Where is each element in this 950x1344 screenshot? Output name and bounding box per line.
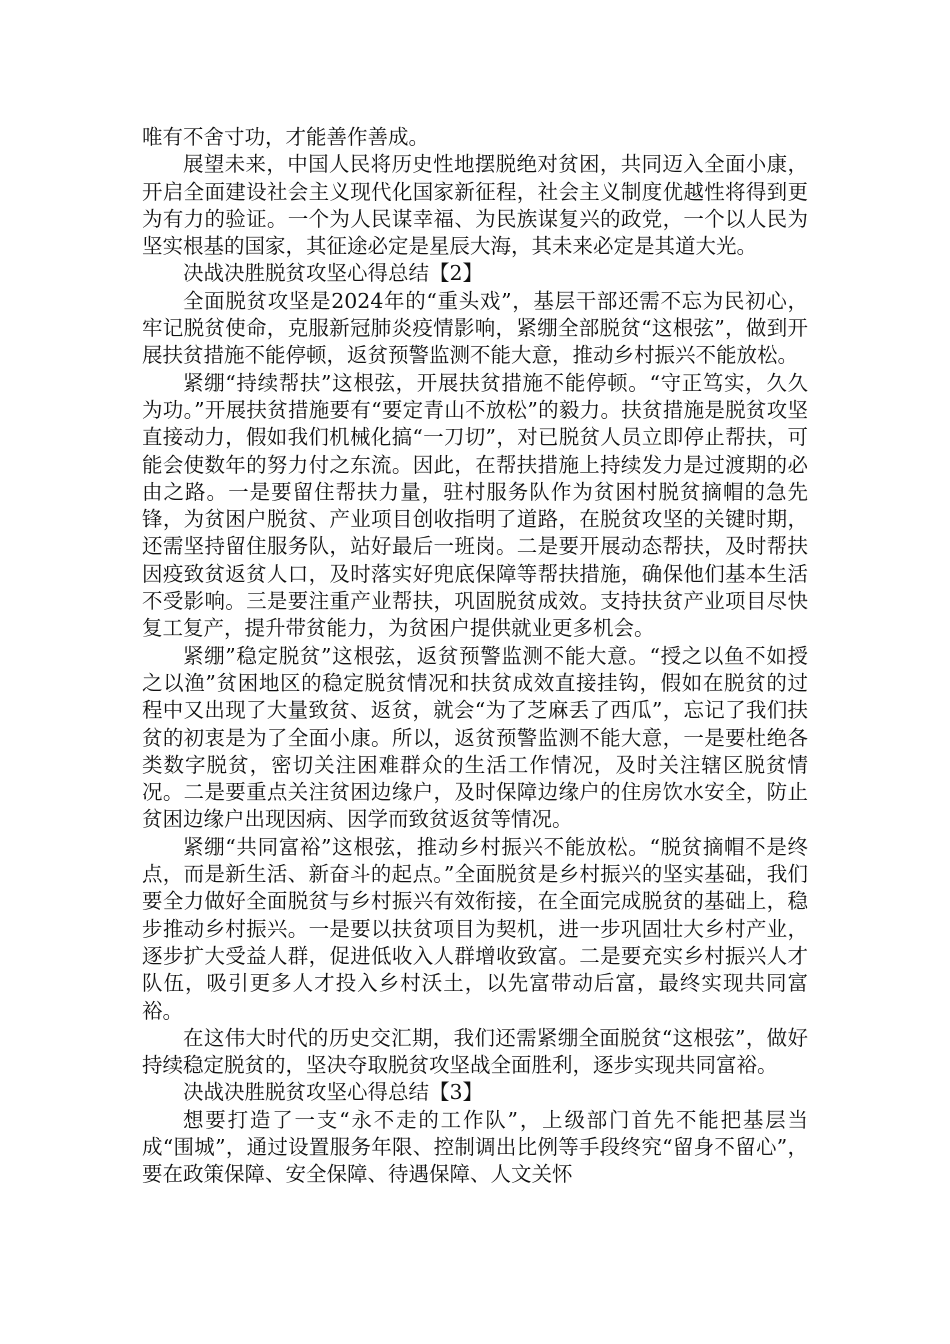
paragraph-outlook: 展望未来，中国人民将历史性地摆脱绝对贫困，共同迈入全面小康，开启全面建设社会主义现代化国家新征程，社会主义制度优越性将得到更为有力的验证。一个为人民谋幸福、为民族谋复兴的政党，一个以人民为坚实根基的国家，其征途必定是星辰大海，其未来必定是其道大光。	[142, 152, 808, 259]
paragraph-stable-poverty-relief: 紧绷”稳定脱贫”这根弦，返贫预警监测不能大意。“授之以鱼不如授之以渔”贫困地区的稳定脱贫情况和扶贫成效直接挂钩，假如在脱贫的过程中又出现了大量致贫、返贫，就会“为了芝麻丢了西瓜”，忘记了我们扶贫的初衷是为了全面小康。所以，返贫预警监测不能大意，一是要杜绝各类数字脱贫，密切关注困难群众的生活工作情况，及时关注辖区脱贫情况。二是要重点关注贫困边缘户，及时保障边缘户的住房饮水安全，防止贫困边缘户出现因病、因学而致贫返贫等情况。	[142, 643, 808, 832]
paragraph-closing-line: 唯有不舍寸功，才能善作善成。	[142, 125, 429, 149]
paragraph-common-prosperity: 紧绷“共同富裕”这根弦，推动乡村振兴不能放松。“脱贫摘帽不是终点，而是新生活、新奋斗的起点。”全面脱贫是乡村振兴的坚实基础，我们要全力做好全面脱贫与乡村振兴有效衔接，在全面完成脱贫的基础上，稳步推动乡村振兴。一是要以扶贫项目为契机，进一步巩固壮大乡村产业，逐步扩大受益人群，促进低收入人群增收致富。二是要充实乡村振兴人才队伍，吸引更多人才投入乡村沃土，以先富带动后富，最终实现共同富裕。	[142, 834, 808, 1023]
paragraph-work-team: 想要打造了一支“永不走的工作队”，上级部门首先不能把基层当成“围城”，通过设置服务年限、控制调出比例等手段终究“留身不留心”，要在政策保障、安全保障、待遇保障、人文关怀	[142, 1107, 808, 1187]
paragraph-conclusion: 在这伟大时代的历史交汇期，我们还需紧绷全面脱贫“这根弦”，做好持续稳定脱贫的，坚决夺取脱贫攻坚战全面胜利，逐步实现共同富裕。	[142, 1025, 808, 1078]
paragraph-intro: 全面脱贫攻坚是2024年的“重头戏”，基层干部还需不忘为民初心，牢记脱贫使命，克服新冠肺炎疫情影响，紧绷全部脱贫“这根弦”，做到开展扶贫措施不能停顿，返贫预警监测不能大意，推动乡村振兴不能放松。	[142, 288, 808, 368]
section-heading-3: 决战决胜脱贫攻坚心得总结【3】	[183, 1080, 484, 1105]
section-heading-2: 决战决胜脱贫攻坚心得总结【2】	[183, 261, 484, 286]
paragraph-continuous-support: 紧绷“持续帮扶”这根弦，开展扶贫措施不能停顿。“守正笃实，久久为功。”开展扶贫措施要有“要定青山不放松”的毅力。扶贫措施是脱贫攻坚直接动力，假如我们机械化搞“一刀切”，对已脱贫人员立即停止帮扶，可能会使数年的努力付之东流。因此，在帮扶措施上持续发力是过渡期的必由之路。一是要留住帮扶力量，驻村服务队作为贫困村脱贫摘帽的急先锋，为贫困户脱贫、产业项目创收指明了道路，在脱贫攻坚的关键时期，还需坚持留住服务队，站好最后一班岗。二是要开展动态帮扶，及时帮扶因疫致贫返贫人口，及时落实好兜底保障等帮扶措施，确保他们基本生活不受影响。三是要注重产业帮扶，巩固脱贫成效。支持扶贫产业项目尽快复工复产，提升带贫能力，为贫困户提供就业更多机会。	[142, 370, 808, 641]
document-body	[142, 124, 808, 1189]
